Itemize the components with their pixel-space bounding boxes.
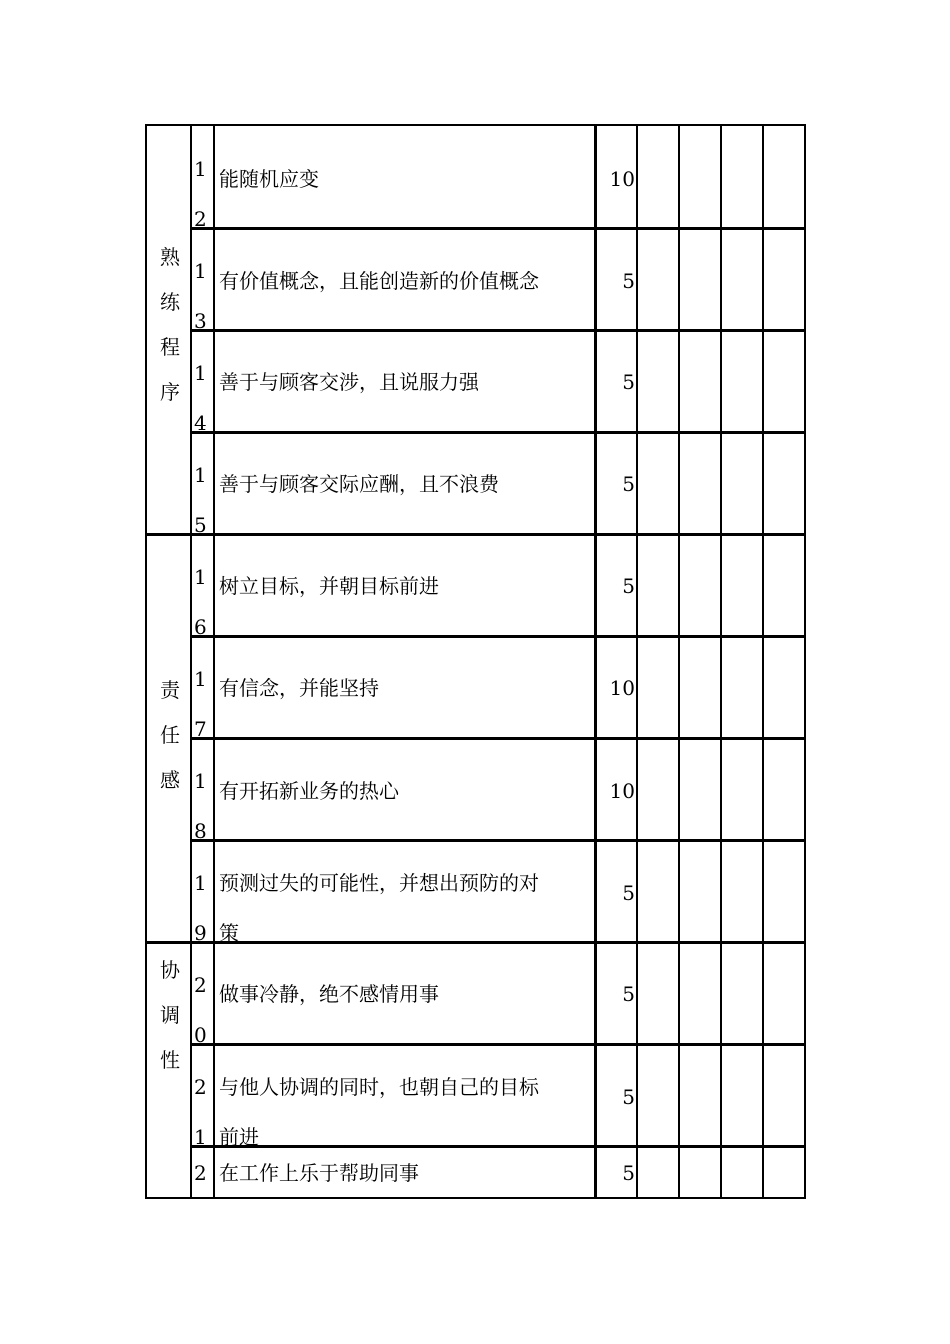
row-divider [190, 635, 806, 638]
item-score: 5 [622, 269, 635, 293]
item-text: 能随机应变 [219, 167, 319, 191]
col-divider-rating-1 [678, 124, 680, 1199]
item-number: 1 7 [194, 667, 207, 741]
item-score: 10 [609, 779, 635, 803]
item-score: 10 [609, 676, 635, 700]
item-number: 1 4 [194, 361, 207, 435]
item-text: 有开拓新业务的热心 [219, 779, 399, 803]
item-score: 5 [622, 982, 635, 1006]
col-divider-score [636, 124, 638, 1199]
row-divider [190, 431, 806, 434]
item-number: 1 9 [194, 871, 207, 945]
row-divider [190, 227, 806, 230]
item-text: 在工作上乐于帮助同事 [219, 1161, 419, 1185]
item-number: 1 2 [194, 157, 207, 231]
item-score: 10 [609, 167, 635, 191]
item-text: 做事冷静，绝不感情用事 [219, 982, 439, 1006]
col-divider-number [213, 124, 215, 1199]
item-text: 树立目标，并朝目标前进 [219, 574, 439, 598]
row-divider [145, 533, 806, 536]
category-label-responsibility: 责 任 感 [160, 678, 180, 792]
item-number: 1 8 [194, 769, 207, 843]
row-divider [190, 329, 806, 332]
row-divider [190, 839, 806, 842]
item-text: 善于与顾客交涉，且说服力强 [219, 370, 479, 394]
item-score: 5 [622, 574, 635, 598]
item-score: 5 [622, 1085, 635, 1109]
item-score: 5 [622, 1161, 635, 1185]
category-label-coordination: 协 调 性 [160, 958, 180, 1072]
item-score: 5 [622, 370, 635, 394]
item-number: 2 [194, 1161, 207, 1185]
item-number: 2 1 [194, 1075, 207, 1149]
row-divider [190, 737, 806, 740]
item-text: 有价值概念，且能创造新的价值概念 [219, 269, 539, 293]
item-score: 5 [622, 881, 635, 905]
row-divider [190, 1043, 806, 1046]
item-number: 1 6 [194, 565, 207, 639]
item-text: 与他人协调的同时，也朝自己的目标 前进 [219, 1075, 539, 1149]
item-text: 善于与顾客交际应酬，且不浪费 [219, 472, 499, 496]
item-number: 1 5 [194, 463, 207, 537]
col-divider-rating-3 [762, 124, 764, 1199]
item-number: 1 3 [194, 259, 207, 333]
item-score: 5 [622, 472, 635, 496]
item-text: 有信念，并能坚持 [219, 676, 379, 700]
category-label-proficiency: 熟 练 程 序 [160, 245, 180, 404]
item-number: 2 0 [194, 973, 207, 1047]
col-divider-rating-2 [720, 124, 722, 1199]
item-text: 预测过失的可能性，并想出预防的对 策 [219, 871, 539, 945]
